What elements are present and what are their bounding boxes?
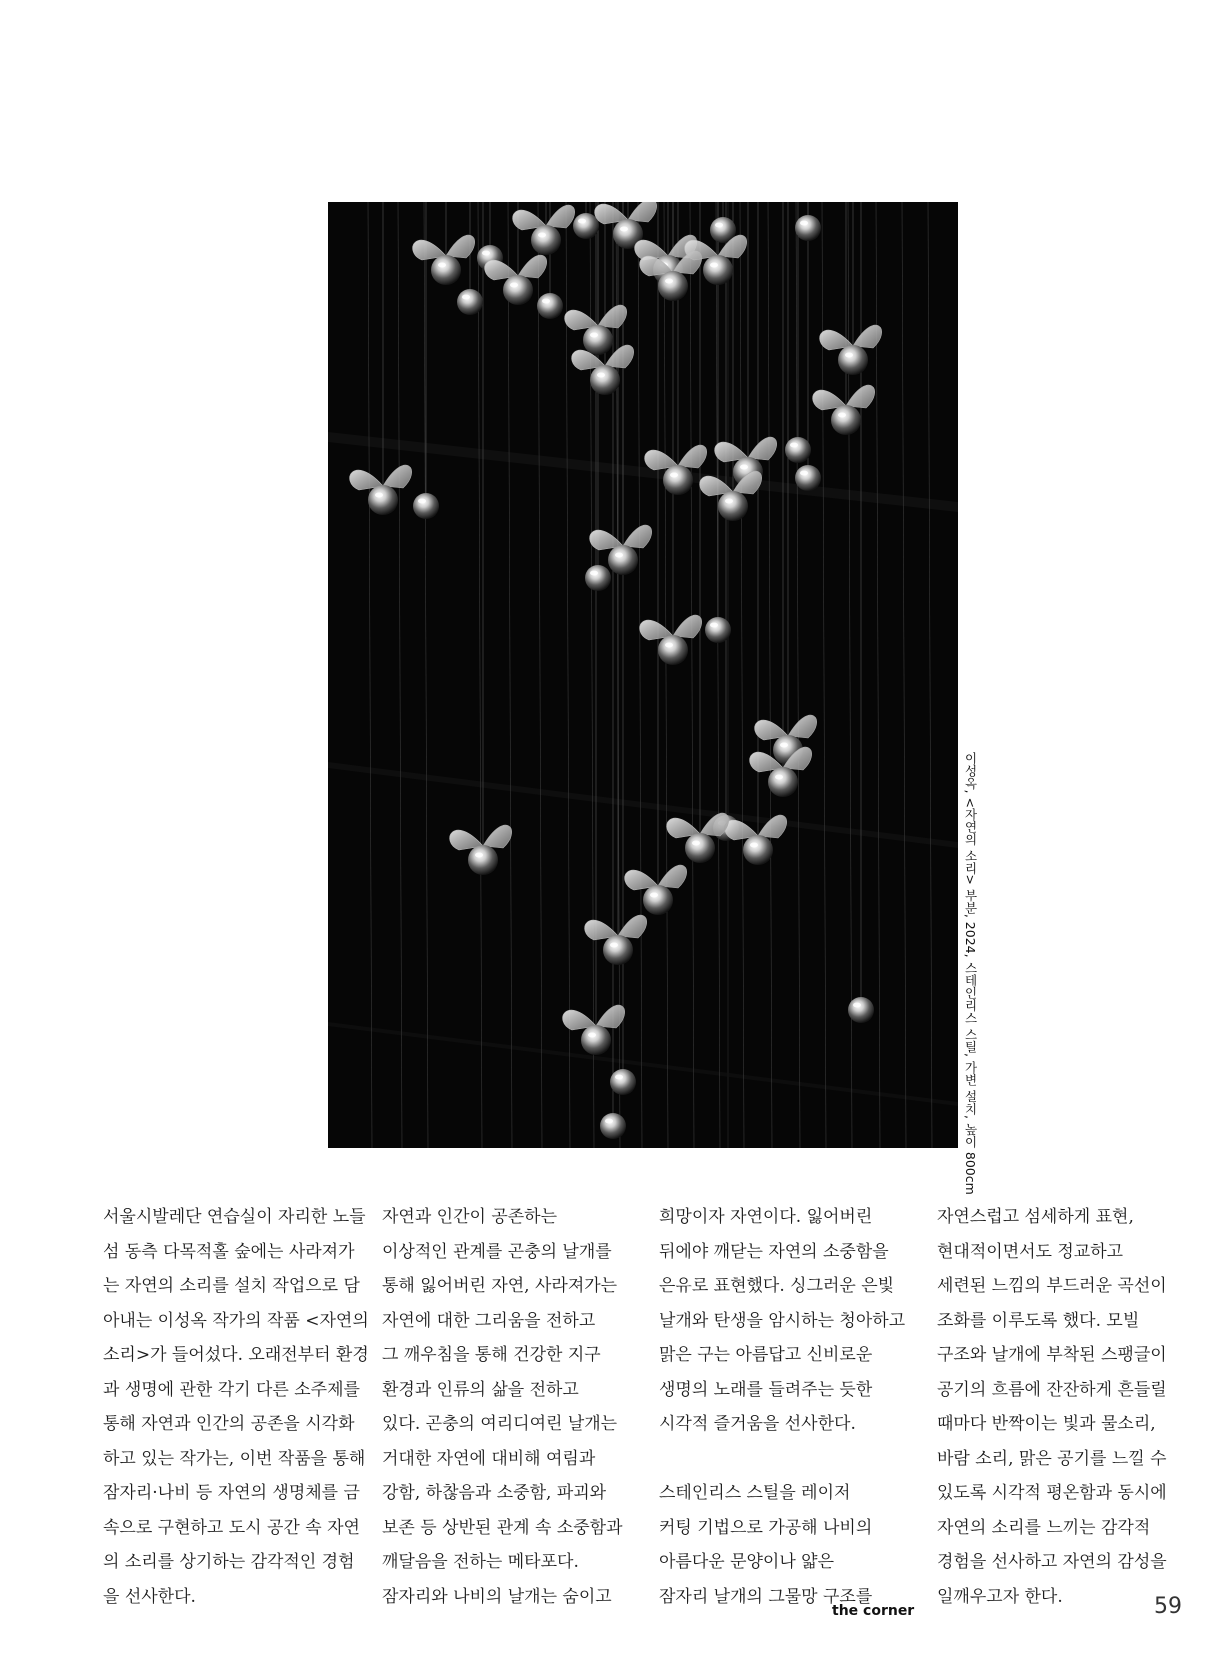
text-line: 이상적인 관계를 곤충의 날개를 bbox=[382, 1241, 612, 1262]
text-line: 자연과 인간이 공존하는 bbox=[382, 1207, 558, 1227]
text-line: 일깨우고자 한다. bbox=[937, 1586, 1063, 1607]
steel-orb bbox=[413, 493, 439, 519]
text-line: 아내는 이성옥 작가의 작품 <자연의 bbox=[103, 1310, 369, 1331]
text-line: 을 선사한다. bbox=[103, 1586, 196, 1607]
steel-orb bbox=[537, 293, 563, 319]
artwork-photo-image bbox=[328, 202, 958, 1148]
text-line: 생명의 노래를 들려주는 듯한 bbox=[659, 1379, 873, 1400]
text-line: 경험을 선사하고 자연의 감성을 bbox=[937, 1552, 1167, 1572]
steel-orb bbox=[610, 1069, 636, 1095]
photo-caption-text: 이성옥, <자연의 소리> 부분, 2024, 스테인리스 스틸, 가변 설치, 높이 800cm bbox=[963, 752, 978, 1195]
text-line: 잠자리 날개의 그물망 구조를 bbox=[659, 1586, 873, 1607]
text-line: 현대적이면서도 정교하고 bbox=[937, 1241, 1124, 1262]
text-line: 날개와 탄생을 암시하는 청아하고 bbox=[659, 1310, 906, 1331]
paragraph-gap bbox=[659, 1442, 905, 1477]
body-column-3 bbox=[659, 1200, 905, 1614]
steel-orb bbox=[573, 213, 599, 239]
page-number: 59 bbox=[1154, 1594, 1182, 1619]
text-line: 소리>가 들어섰다. 오래전부터 환경 bbox=[103, 1345, 369, 1365]
steel-orb bbox=[457, 289, 483, 315]
steel-orb bbox=[795, 465, 821, 491]
text-line: 그 깨우침을 통해 건강한 지구 bbox=[382, 1345, 601, 1365]
text-line: 잠자리와 나비의 날개는 숨이고 bbox=[382, 1586, 612, 1607]
text-line: 통해 자연과 인간의 공존을 시각화 bbox=[103, 1414, 355, 1434]
steel-orb bbox=[785, 437, 811, 463]
text-line: 자연스럽고 섬세하게 표현, bbox=[937, 1207, 1134, 1227]
steel-orb bbox=[795, 215, 821, 241]
text-line: 구조와 날개에 부착된 스팽글이 bbox=[937, 1345, 1167, 1365]
text-line: 세련된 느낌의 부드러운 곡선이 bbox=[937, 1276, 1167, 1296]
text-line: 환경과 인류의 삶을 전하고 bbox=[382, 1379, 579, 1400]
text-line: 과 생명에 관한 각기 다른 소주제를 bbox=[103, 1379, 360, 1400]
text-line: 바람 소리, 맑은 공기를 느낄 수 bbox=[937, 1448, 1167, 1469]
text-line: 공기의 흐름에 잔잔하게 흔들릴 bbox=[937, 1379, 1167, 1400]
text-line: 맑은 구는 아름답고 신비로운 bbox=[659, 1345, 873, 1365]
text-line: 시각적 즐거움을 선사한다. bbox=[659, 1414, 856, 1434]
text-line: 깨달음을 전하는 메타포다. bbox=[382, 1552, 579, 1572]
text-line: 있도록 시각적 평온함과 동시에 bbox=[937, 1483, 1167, 1503]
body-column-2 bbox=[382, 1200, 623, 1614]
text-line: 있다. 곤충의 여리디여린 날개는 bbox=[382, 1414, 618, 1434]
text-line: 속으로 구현하고 도시 공간 속 자연 bbox=[103, 1517, 360, 1538]
text-line: 하고 있는 작가는, 이번 작품을 통해 bbox=[103, 1448, 366, 1469]
text-line: 자연의 소리를 느끼는 감각적 bbox=[937, 1517, 1151, 1538]
steel-orb bbox=[600, 1113, 626, 1139]
magazine-name: the corner bbox=[832, 1603, 915, 1619]
text-line: 은유로 표현했다. 싱그러운 은빛 bbox=[659, 1276, 895, 1296]
text-line: 보존 등 상반된 관계 속 소중함과 bbox=[382, 1517, 623, 1538]
text-line: 거대한 자연에 대비해 여림과 bbox=[382, 1448, 596, 1469]
text-line: 강함, 하찮음과 소중함, 파괴와 bbox=[382, 1483, 607, 1503]
text-line: 통해 잃어버린 자연, 사라져가는 bbox=[382, 1276, 618, 1296]
text-line: 커팅 기법으로 가공해 나비의 bbox=[659, 1517, 873, 1538]
text-line: 잠자리·나비 등 자연의 생명체를 금 bbox=[103, 1483, 360, 1503]
steel-orb bbox=[705, 617, 731, 643]
steel-orb bbox=[848, 997, 874, 1023]
steel-orb bbox=[585, 565, 611, 591]
text-line: 뒤에야 깨닫는 자연의 소중함을 bbox=[659, 1241, 889, 1262]
text-line: 스테인리스 스틸을 레이저 bbox=[659, 1483, 851, 1503]
body-column-4 bbox=[937, 1200, 1167, 1614]
text-line: 서울시발레단 연습실이 자리한 노들 bbox=[103, 1207, 366, 1227]
artwork-photo bbox=[328, 202, 958, 1148]
photo-caption bbox=[958, 752, 982, 1195]
text-line: 아름다운 문양이나 얇은 bbox=[659, 1552, 835, 1572]
text-line: 섬 동측 다목적홀 숲에는 사라져가 bbox=[103, 1241, 355, 1262]
text-line: 의 소리를 상기하는 감각적인 경험 bbox=[103, 1552, 355, 1572]
text-line: 조화를 이루도록 했다. 모빌 bbox=[937, 1310, 1140, 1331]
text-line: 자연에 대한 그리움을 전하고 bbox=[382, 1310, 596, 1331]
text-line: 때마다 반짝이는 빛과 물소리, bbox=[937, 1414, 1156, 1434]
text-line: 희망이자 자연이다. 잃어버린 bbox=[659, 1207, 873, 1227]
text-line: 는 자연의 소리를 설치 작업으로 담 bbox=[103, 1276, 360, 1296]
body-column-1 bbox=[103, 1200, 369, 1614]
